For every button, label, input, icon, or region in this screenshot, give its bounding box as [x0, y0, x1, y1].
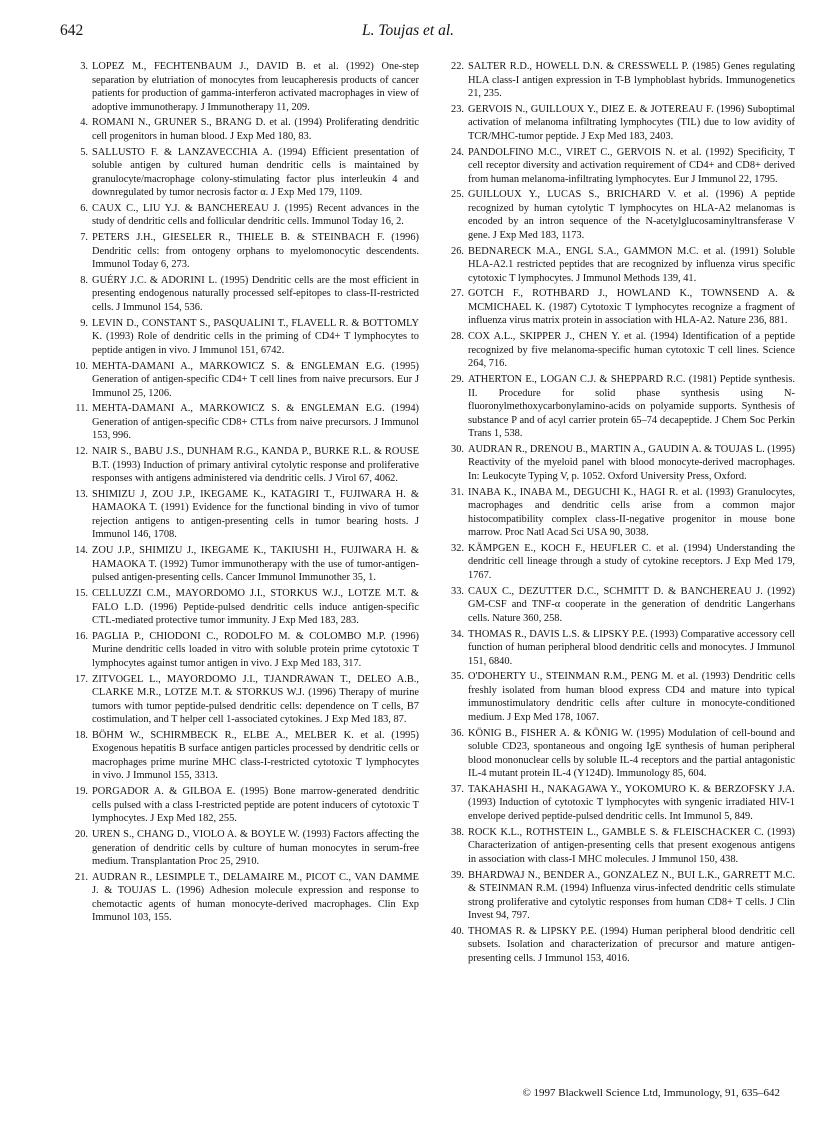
reference-entry	[74, 828, 419, 869]
reference-text: AUDRAN R., DRENOU B., MARTIN A., GAUDIN A. & TOUJAS L. (1995) Reactivity of the myeloid panel with blood monocyte-derived macrophages. In: Leukocyte Typing V, p. 1052. Oxford University Press, Oxford.	[468, 443, 795, 482]
reference-number: 30.	[451, 443, 464, 455]
reference-text: THOMAS R. & LIPSKY P.E. (1994) Human peripheral blood dendritic cell subsets. Isolation and characterization of precursor and mature antigen-presenting cells. J Immunol 153, 4016.	[468, 925, 795, 964]
reference-number: 13.	[75, 488, 88, 500]
reference-entry	[74, 587, 419, 628]
reference-entry	[450, 287, 795, 328]
references-right-column	[450, 60, 795, 968]
reference-entry	[74, 402, 419, 443]
reference-text: CAUX C., LIU Y.J. & BANCHEREAU J. (1995) Recent advances in the study of dendritic cells and follicular dendritic cells. Immunol Today 16, 2.	[92, 202, 419, 228]
reference-entry	[74, 274, 419, 315]
reference-text: SALLUSTO F. & LANZAVECCHIA A. (1994) Efficient presentation of soluble antigen by cultured human dendritic cells is maintained by granulocyte/macrophage colony-stimulating factor plus interleukin 4 and downregulated by tumor necrosis factor α. J Exp Med 179, 1109.	[92, 146, 419, 199]
reference-text: LEVIN D., CONSTANT S., PASQUALINI T., FLAVELL R. & BOTTOMLY K. (1993) Role of dendritic cells in the priming of CD4+ T lymphocytes to peptide antigen in vivo. J Immunol 151, 6742.	[92, 317, 419, 356]
reference-entry	[450, 585, 795, 626]
reference-entry	[450, 245, 795, 286]
reference-text: AUDRAN R., LESIMPLE T., DELAMAIRE M., PICOT C., VAN DAMME J. & TOUJAS L. (1996) Adhesion molecule expression and response to chemotactic agents of human monocyte-derived macrophages. Clin Exp Immunol 103, 155.	[92, 871, 419, 924]
reference-text: ZOU J.P., SHIMIZU J., IKEGAME K., TAKIUSHI H., FUJIWARA H. & HAMAOKA T. (1992) Tumor immunotherapy with the use of tumor-antigen-pulsed antigen-presenting cells. Cancer Immunol Immunother 35, 1.	[92, 545, 419, 584]
reference-text: PETERS J.H., GIESELER R., THIELE B. & STEINBACH F. (1996) Dendritic cells: from ontogeny orphans to myelomonocytic descendents. Immunol Today 6, 273.	[92, 232, 419, 271]
reference-number: 6.	[80, 202, 88, 214]
reference-number: 8.	[80, 274, 88, 286]
reference-number: 27.	[451, 288, 464, 300]
reference-entry	[74, 729, 419, 783]
reference-entry	[74, 544, 419, 585]
reference-entry	[450, 727, 795, 781]
reference-text: BEDNARECK M.A., ENGL S.A., GAMMON M.C. et al. (1991) Soluble HLA-A2.1 restricted peptides that are recognized by influenza virus specific cytotoxic T lymphocytes. J Immunol Methods 139, 41.	[468, 245, 795, 284]
reference-text: PORGADOR A. & GILBOA E. (1995) Bone marrow-generated dendritic cells pulsed with a class I-restricted peptide are potent inducers of cytotoxic T lymphocytes. J Exp Med 182, 255.	[92, 786, 419, 825]
reference-entry	[74, 871, 419, 925]
reference-entry	[450, 670, 795, 724]
reference-entry	[450, 373, 795, 441]
reference-text: PAGLIA P., CHIODONI C., RODOLFO M. & COLOMBO M.P. (1996) Murine dendritic cells loaded in vitro with soluble protein prime cytotoxic T lymphocytes against tumor antigen in vivo. J Exp Med 183, 317.	[92, 630, 419, 669]
reference-text: LOPEZ M., FECHTENBAUM J., DAVID B. et al. (1992) One-step separation by elutriation of monocytes from leucapheresis products of cancer patients for production of gamma-interferon activated macrophages in view of adoptive immunotherapy. J Immunotherapy 11, 209.	[92, 61, 419, 113]
reference-number: 15.	[75, 588, 88, 600]
reference-entry	[450, 103, 795, 144]
reference-number: 3.	[80, 61, 88, 72]
reference-number: 12.	[75, 446, 88, 458]
reference-entry	[450, 188, 795, 242]
reference-entry	[450, 925, 795, 966]
reference-entry	[450, 542, 795, 583]
reference-number: 29.	[451, 374, 464, 386]
reference-text: NAIR S., BABU J.S., DUNHAM R.G., KANDA P., BURKE R.L. & ROUSE B.T. (1993) Induction of primary antiviral cytolytic response and proliferative responses with antigens administered via dendritic cells. J Virol 67, 4062.	[92, 446, 419, 485]
reference-text: COX A.L., SKIPPER J., CHEN Y. et al. (1994) Identification of a peptide recognized by five melanoma-specific human cytotoxic T cell lines. Science 264, 716.	[468, 331, 795, 370]
reference-number: 38.	[451, 826, 464, 838]
reference-number: 4.	[80, 117, 88, 129]
reference-text: SALTER R.D., HOWELL D.N. & CRESSWELL P. (1985) Genes regulating HLA class-I antigen expression in T-B lymphoblast hybrids. Immunogenetics 21, 235.	[468, 61, 795, 99]
reference-entry	[450, 628, 795, 669]
reference-text: UREN S., CHANG D., VIOLO A. & BOYLE W. (1993) Factors affecting the generation of dendritic cells by culture of human monocytes in serum-free medium. Transplantation Proc 25, 2910.	[92, 829, 419, 868]
references-left-column	[74, 60, 419, 927]
reference-number: 9.	[80, 317, 88, 329]
reference-entry	[74, 317, 419, 358]
reference-text: KÄMPGEN E., KOCH F., HEUFLER C. et al. (1994) Understanding the dendritic cell lineage through a study of cytokine receptors. J Exp Med 179, 1767.	[468, 542, 795, 581]
reference-text: INABA K., INABA M., DEGUCHI K., HAGI R. et al. (1993) Granulocytes, macrophages and dendritic cells arise from a common major histocompatibility complex class-II-negative progenitor in mouse bone marrow. Proc Natl Acad Sci USA 90, 3038.	[468, 486, 795, 539]
reference-number: 37.	[451, 783, 464, 795]
reference-text: GUÉRY J.C. & ADORINI L. (1995) Dendritic cells are the most efficient in presenting endogenous naturally processed self-epitopes to class-II-restricted cells. J Immunol 154, 536.	[92, 274, 419, 313]
reference-entry	[450, 330, 795, 371]
reference-text: SHIMIZU J, ZOU J.P., IKEGAME K., KATAGIRI T., FUJIWARA H. & HAMAOKA T. (1991) Evidence for the functional binding in vivo of tumor rejection antigens to antigen-presenting cells in tumor bearing hosts. J Immunol 146, 1708.	[92, 488, 419, 541]
reference-number: 14.	[75, 545, 88, 557]
reference-number: 39.	[451, 869, 464, 881]
reference-number: 36.	[451, 727, 464, 739]
reference-entry	[74, 202, 419, 229]
reference-entry	[74, 673, 419, 727]
reference-entry	[74, 360, 419, 401]
reference-entry	[450, 146, 795, 187]
reference-number: 20.	[75, 829, 88, 841]
reference-number: 19.	[75, 786, 88, 798]
reference-text: O'DOHERTY U., STEINMAN R.M., PENG M. et al. (1993) Dendritic cells freshly isolated from human blood express CD4 and mature into typical immunostimulatory dendritic cells after culture in monocyte-conditioned medium. J Exp Med 178, 1067.	[468, 671, 795, 723]
reference-entry	[74, 60, 419, 114]
reference-text: ZITVOGEL L., MAYORDOMO J.I., TJANDRAWAN T., DELEO A.B., CLARKE M.R., LOTZE M.T. & STORKUS W.J. (1996) Therapy of murine tumors with tumor peptide-pulsed dendritic cells: dependence on T cells, B7 costimulation, and T helper cell 1-associated cytokines. J Exp Med 183, 87.	[92, 673, 419, 726]
reference-text: KÖNIG B., FISHER A. & KÖNIG W. (1995) Modulation of cell-bound and soluble CD23, spontaneous and ongoing IgE synthesis of human peripheral blood mononuclear cells by soluble IL-4 receptors and the partial antagonistic IL-4 mutant protein IL-4 (Y124D). Immunology 85, 604.	[468, 727, 795, 780]
reference-entry	[450, 443, 795, 484]
reference-text: ROCK K.L., ROTHSTEIN L., GAMBLE S. & FLEISCHACKER C. (1993) Characterization of antigen-presenting cells that present exogenous antigens in association with class-I MHC molecules. J Immunol 150, 438.	[468, 826, 795, 865]
reference-number: 25.	[451, 189, 464, 201]
reference-entry	[74, 231, 419, 272]
reference-entry	[74, 116, 419, 143]
reference-text: CAUX C., DEZUTTER D.C., SCHMITT D. & BANCHEREAU J. (1992) GM-CSF and TNF-α cooperate in the generation of dendritic Langerhans cells. Nature 360, 258.	[468, 585, 795, 624]
reference-entry	[74, 785, 419, 826]
reference-entry	[450, 783, 795, 824]
page-number: 642	[60, 22, 84, 39]
reference-text: GERVOIS N., GUILLOUX Y., DIEZ E. & JOTEREAU F. (1996) Suboptimal activation of melanoma infiltrating lymphocytes (TIL) due to low avidity of TCR/MHC-tumor peptide. J Exp Med 183, 2403.	[468, 103, 795, 142]
running-head: L. Toujas et al.	[361, 22, 455, 39]
reference-number: 32.	[451, 542, 464, 554]
reference-number: 16.	[75, 630, 88, 642]
reference-number: 28.	[451, 331, 464, 343]
reference-text: ROMANI N., GRUNER S., BRANG D. et al. (1994) Proliferating dendritic cell progenitors in human blood. J Exp Med 180, 83.	[92, 117, 419, 142]
reference-entry	[74, 488, 419, 542]
reference-text: MEHTA-DAMANI A., MARKOWICZ S. & ENGLEMAN E.G. (1994) Generation of antigen-specific CD8+ CTLs from naive precursors. J Immunol 153, 996.	[92, 403, 419, 442]
reference-number: 5.	[80, 146, 88, 158]
reference-entry	[450, 869, 795, 923]
reference-number: 17.	[75, 673, 88, 685]
reference-number: 26.	[451, 245, 464, 257]
reference-text: BÖHM W., SCHIRMBECK R., ELBE A., MELBER K. et al. (1995) Exogenous hepatitis B surface antigen particles processed by dendritic cells or macrophages prime murine MHC class-I-restricted cytotoxic T lymphocytes in vivo. J Immunol 155, 3313.	[92, 729, 419, 782]
reference-number: 7.	[80, 232, 88, 244]
reference-number: 23.	[451, 103, 464, 115]
reference-entry	[450, 60, 795, 101]
reference-text: PANDOLFINO M.C., VIRET C., GERVOIS N. et al. (1992) Specificity, T cell receptor diversity and activation requirement of CD4+ and CD8+ derived from human melanoma-infiltrating lymphocytes. Eur J Immunol 22, 1795.	[468, 146, 795, 185]
reference-text: CELLUZZI C.M., MAYORDOMO J.I., STORKUS W.J., LOTZE M.T. & FALO L.D. (1996) Peptide-pulsed dendritic cells induce antigen-specific CTL-mediated protective tumor immunity. J Exp Med 183, 283.	[92, 588, 419, 627]
reference-number: 21.	[75, 871, 88, 883]
reference-number: 33.	[451, 585, 464, 597]
reference-text: GUILLOUX Y., LUCAS S., BRICHARD V. et al. (1996) A peptide recognized by human cytolytic T lymphocytes on HLA-A2 melanomas is encoded by an intron sequence of the N-acetylglucosaminyltransferase V gene. J Exp Med 183, 1173.	[468, 189, 795, 241]
reference-number: 35.	[451, 671, 464, 683]
reference-number: 40.	[451, 925, 464, 937]
reference-number: 22.	[451, 61, 464, 72]
reference-entry	[74, 146, 419, 200]
reference-entry	[450, 486, 795, 540]
reference-number: 34.	[451, 628, 464, 640]
reference-text: GOTCH F., ROTHBARD J., HOWLAND K., TOWNSEND A. & MCMICHAEL K. (1987) Cytotoxic T lymphocytes recognize a fragment of influenza virus matrix protein in association with HLA-A2. Nature 236, 881.	[468, 288, 795, 327]
reference-number: 11.	[75, 403, 88, 415]
reference-text: THOMAS R., DAVIS L.S. & LIPSKY P.E. (1993) Comparative accessory cell function of human peripheral blood dendritic cells and monocytes. J Immunol 151, 6840.	[468, 628, 795, 667]
reference-number: 10.	[75, 360, 88, 372]
reference-number: 18.	[75, 729, 88, 741]
reference-text: BHARDWAJ N., BENDER A., GONZALEZ N., BUI L.K., GARRETT M.C. & STEINMAN R.M. (1994) Influenza virus-infected dendritic cells stimulate strong proliferative and cytolytic responses from human CD8+ T cells. J Clin Invest 94, 797.	[468, 869, 795, 922]
reference-text: TAKAHASHI H., NAKAGAWA Y., YOKOMURO K. & BERZOFSKY J.A. (1993) Induction of cytotoxic T lymphocytes with syngenic irradiated HIV-1 envelope derived peptide-pulsed dendritic cells. Int Immunol 5, 849.	[468, 783, 795, 822]
reference-number: 24.	[451, 146, 464, 158]
reference-text: MEHTA-DAMANI A., MARKOWICZ S. & ENGLEMAN E.G. (1995) Generation of antigen-specific CD4+ T cell lines from naive precursors. Eur J Immunol 25, 1206.	[92, 360, 419, 399]
reference-number: 31.	[451, 486, 464, 498]
reference-entry	[74, 630, 419, 671]
reference-text: ATHERTON E., LOGAN C.J. & SHEPPARD R.C. (1981) Peptide synthesis. II. Procedure for solid phase synthesis using N-fluoronylmethoxycarbonylamino-acids on polyamide supports. Synthesis of substance P and of acyl carrier protein 65–74 decapeptide. J Chem Soc Perkin Trans 1, 538.	[468, 374, 795, 440]
reference-entry	[74, 445, 419, 486]
reference-entry	[450, 826, 795, 867]
copyright-footer: © 1997 Blackwell Science Ltd, Immunology, 91, 635–642	[522, 1087, 780, 1099]
